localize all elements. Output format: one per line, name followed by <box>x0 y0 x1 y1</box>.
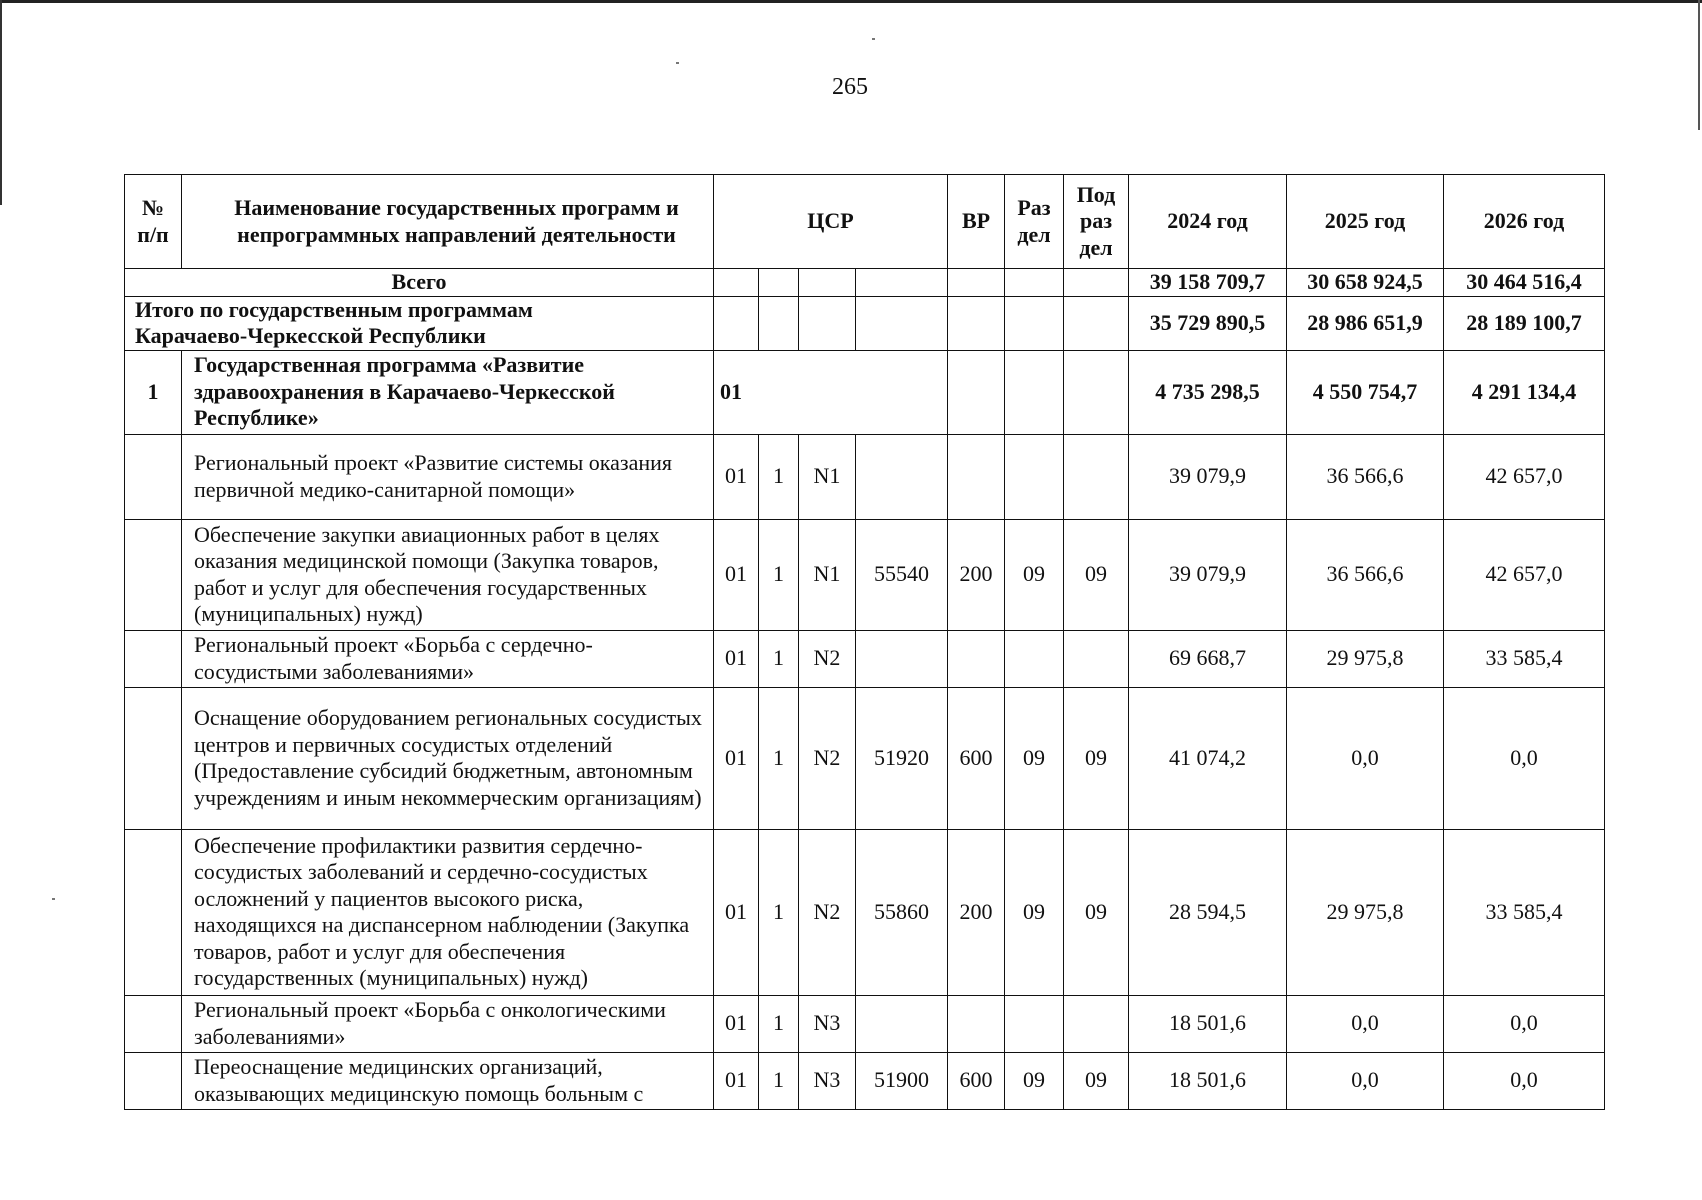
csr-direction-code: 51920 <box>856 687 948 829</box>
total-2025: 30 658 924,5 <box>1287 269 1444 297</box>
vr-code: 200 <box>948 519 1005 630</box>
amount-2024: 39 079,9 <box>1129 519 1287 630</box>
header-2026: 2026 год <box>1444 175 1605 269</box>
vr-code <box>948 630 1005 687</box>
csr-program-code: 01 <box>714 829 759 995</box>
razdel-code: 09 <box>1005 687 1064 829</box>
empty-cell <box>759 296 799 350</box>
scan-speck <box>676 62 679 64</box>
amount-2025: 0,0 <box>1287 687 1444 829</box>
amount-2026: 0,0 <box>1444 995 1605 1052</box>
programs-total-2025: 28 986 651,9 <box>1287 296 1444 350</box>
header-razdel: Раз дел <box>1005 175 1064 269</box>
budget-table <box>124 174 1605 1110</box>
amount-2024: 18 501,6 <box>1129 995 1287 1052</box>
programs-total-row <box>125 296 1605 350</box>
empty-cell <box>1005 269 1064 297</box>
row-number-cell <box>125 434 182 519</box>
row-name: Оснащение оборудованием региональных сосудистых центров и первичных сосудистых отделений (Предоставление субсидий бюджетным, автономным учреждениям и иным некоммерческим организациям) <box>182 687 714 829</box>
header-vr: ВР <box>948 175 1005 269</box>
program-number: 1 <box>125 350 182 434</box>
empty-cell <box>1005 350 1064 434</box>
csr-subprogram-code: 1 <box>759 630 799 687</box>
csr-subprogram-code: 1 <box>759 995 799 1052</box>
podrazdel-code <box>1064 434 1129 519</box>
csr-direction-code <box>856 995 948 1052</box>
razdel-code: 09 <box>1005 829 1064 995</box>
csr-project-code: N3 <box>799 1052 856 1109</box>
razdel-code <box>1005 995 1064 1052</box>
empty-cell <box>799 296 856 350</box>
table-body <box>125 434 1605 1109</box>
vr-code: 200 <box>948 829 1005 995</box>
table-row <box>125 1052 1605 1109</box>
program-name: Государственная программа «Развитие здравоохранения в Карачаево-Черкесской Республике» <box>182 350 714 434</box>
table-row <box>125 995 1605 1052</box>
header-no: № п/п <box>125 175 182 269</box>
csr-project-code: N2 <box>799 829 856 995</box>
amount-2026: 0,0 <box>1444 1052 1605 1109</box>
csr-subprogram-code: 1 <box>759 434 799 519</box>
header-2025: 2025 год <box>1287 175 1444 269</box>
amount-2024: 69 668,7 <box>1129 630 1287 687</box>
row-number-cell <box>125 995 182 1052</box>
csr-project-code: N2 <box>799 630 856 687</box>
csr-program-code: 01 <box>714 519 759 630</box>
podrazdel-code <box>1064 630 1129 687</box>
empty-cell <box>948 296 1005 350</box>
scan-speck <box>872 38 875 40</box>
amount-2026: 42 657,0 <box>1444 434 1605 519</box>
row-number-cell <box>125 630 182 687</box>
csr-subprogram-code: 1 <box>759 687 799 829</box>
program-csr: 01 <box>714 350 948 434</box>
csr-direction-code: 51900 <box>856 1052 948 1109</box>
amount-2024: 28 594,5 <box>1129 829 1287 995</box>
header-2024: 2024 год <box>1129 175 1287 269</box>
page-left-edge <box>0 0 2 205</box>
amount-2024: 41 074,2 <box>1129 687 1287 829</box>
vr-code <box>948 434 1005 519</box>
csr-program-code: 01 <box>714 995 759 1052</box>
table-row <box>125 687 1605 829</box>
header-csr: ЦСР <box>714 175 948 269</box>
amount-2026: 33 585,4 <box>1444 829 1605 995</box>
row-name: Переоснащение медицинских организаций, оказывающих медицинскую помощь больным с <box>182 1052 714 1109</box>
amount-2025: 29 975,8 <box>1287 829 1444 995</box>
csr-direction-code: 55860 <box>856 829 948 995</box>
csr-project-code: N2 <box>799 687 856 829</box>
csr-project-code: N1 <box>799 519 856 630</box>
empty-cell <box>948 269 1005 297</box>
total-2024: 39 158 709,7 <box>1129 269 1287 297</box>
table-row <box>125 630 1605 687</box>
header-podrazdel: Под раз дел <box>1064 175 1129 269</box>
program-row <box>125 350 1605 434</box>
amount-2025: 29 975,8 <box>1287 630 1444 687</box>
empty-cell <box>1005 296 1064 350</box>
program-2024: 4 735 298,5 <box>1129 350 1287 434</box>
table-row <box>125 434 1605 519</box>
row-name: Региональный проект «Развитие системы оказания первичной медико-санитарной помощи» <box>182 434 714 519</box>
vr-code: 600 <box>948 1052 1005 1109</box>
empty-cell <box>1064 296 1129 350</box>
amount-2025: 0,0 <box>1287 995 1444 1052</box>
amount-2024: 18 501,6 <box>1129 1052 1287 1109</box>
csr-program-code: 01 <box>714 630 759 687</box>
program-2026: 4 291 134,4 <box>1444 350 1605 434</box>
csr-program-code: 01 <box>714 434 759 519</box>
csr-project-code: N3 <box>799 995 856 1052</box>
table-row <box>125 519 1605 630</box>
csr-program-code: 01 <box>714 687 759 829</box>
total-label: Всего <box>125 269 714 297</box>
scan-speck <box>52 898 55 900</box>
csr-subprogram-code: 1 <box>759 1052 799 1109</box>
razdel-code: 09 <box>1005 519 1064 630</box>
programs-total-2026: 28 189 100,7 <box>1444 296 1605 350</box>
empty-cell <box>856 269 948 297</box>
row-name: Региональный проект «Борьба с сердечно-сосудистыми заболеваниями» <box>182 630 714 687</box>
row-number-cell <box>125 519 182 630</box>
header-row <box>125 175 1605 269</box>
empty-cell <box>1064 350 1129 434</box>
amount-2026: 33 585,4 <box>1444 630 1605 687</box>
row-name: Обеспечение профилактики развития сердечно-сосудистых заболеваний и сердечно-сосудистых осложнений у пациентов высокого риска, находящихся на диспансерном наблюдении (Закупка товаров, работ и услуг для обеспечения государственных (муниципальных) нужд) <box>182 829 714 995</box>
row-name: Региональный проект «Борьба с онкологическими заболеваниями» <box>182 995 714 1052</box>
page-right-edge <box>1698 0 1700 130</box>
page-number: 265 <box>832 74 868 100</box>
csr-direction-code: 55540 <box>856 519 948 630</box>
amount-2025: 0,0 <box>1287 1052 1444 1109</box>
empty-cell <box>714 296 759 350</box>
amount-2025: 36 566,6 <box>1287 434 1444 519</box>
csr-subprogram-code: 1 <box>759 829 799 995</box>
vr-code <box>948 995 1005 1052</box>
podrazdel-code: 09 <box>1064 519 1129 630</box>
podrazdel-code: 09 <box>1064 687 1129 829</box>
csr-program-code: 01 <box>714 1052 759 1109</box>
table-row <box>125 829 1605 995</box>
amount-2025: 36 566,6 <box>1287 519 1444 630</box>
csr-project-code: N1 <box>799 434 856 519</box>
programs-total-label: Итого по государственным программам Карачаево-Черкесской Республики <box>125 296 714 350</box>
empty-cell <box>759 269 799 297</box>
amount-2024: 39 079,9 <box>1129 434 1287 519</box>
program-2025: 4 550 754,7 <box>1287 350 1444 434</box>
programs-total-2024: 35 729 890,5 <box>1129 296 1287 350</box>
total-2026: 30 464 516,4 <box>1444 269 1605 297</box>
header-name: Наименование государственных программ и непрограммных направлений деятельности <box>182 175 714 269</box>
podrazdel-code <box>1064 995 1129 1052</box>
empty-cell <box>1064 269 1129 297</box>
podrazdel-code: 09 <box>1064 1052 1129 1109</box>
vr-code: 600 <box>948 687 1005 829</box>
page-top-edge <box>0 0 1702 3</box>
razdel-code <box>1005 630 1064 687</box>
row-number-cell <box>125 687 182 829</box>
empty-cell <box>799 269 856 297</box>
amount-2026: 0,0 <box>1444 687 1605 829</box>
total-row <box>125 269 1605 297</box>
empty-cell <box>714 269 759 297</box>
razdel-code <box>1005 434 1064 519</box>
row-name: Обеспечение закупки авиационных работ в целях оказания медицинской помощи (Закупка товаров, работ и услуг для обеспечения государственных (муниципальных) нужд) <box>182 519 714 630</box>
podrazdel-code: 09 <box>1064 829 1129 995</box>
razdel-code: 09 <box>1005 1052 1064 1109</box>
empty-cell <box>856 296 948 350</box>
row-number-cell <box>125 1052 182 1109</box>
csr-direction-code <box>856 630 948 687</box>
csr-direction-code <box>856 434 948 519</box>
row-number-cell <box>125 829 182 995</box>
amount-2026: 42 657,0 <box>1444 519 1605 630</box>
csr-subprogram-code: 1 <box>759 519 799 630</box>
empty-cell <box>948 350 1005 434</box>
